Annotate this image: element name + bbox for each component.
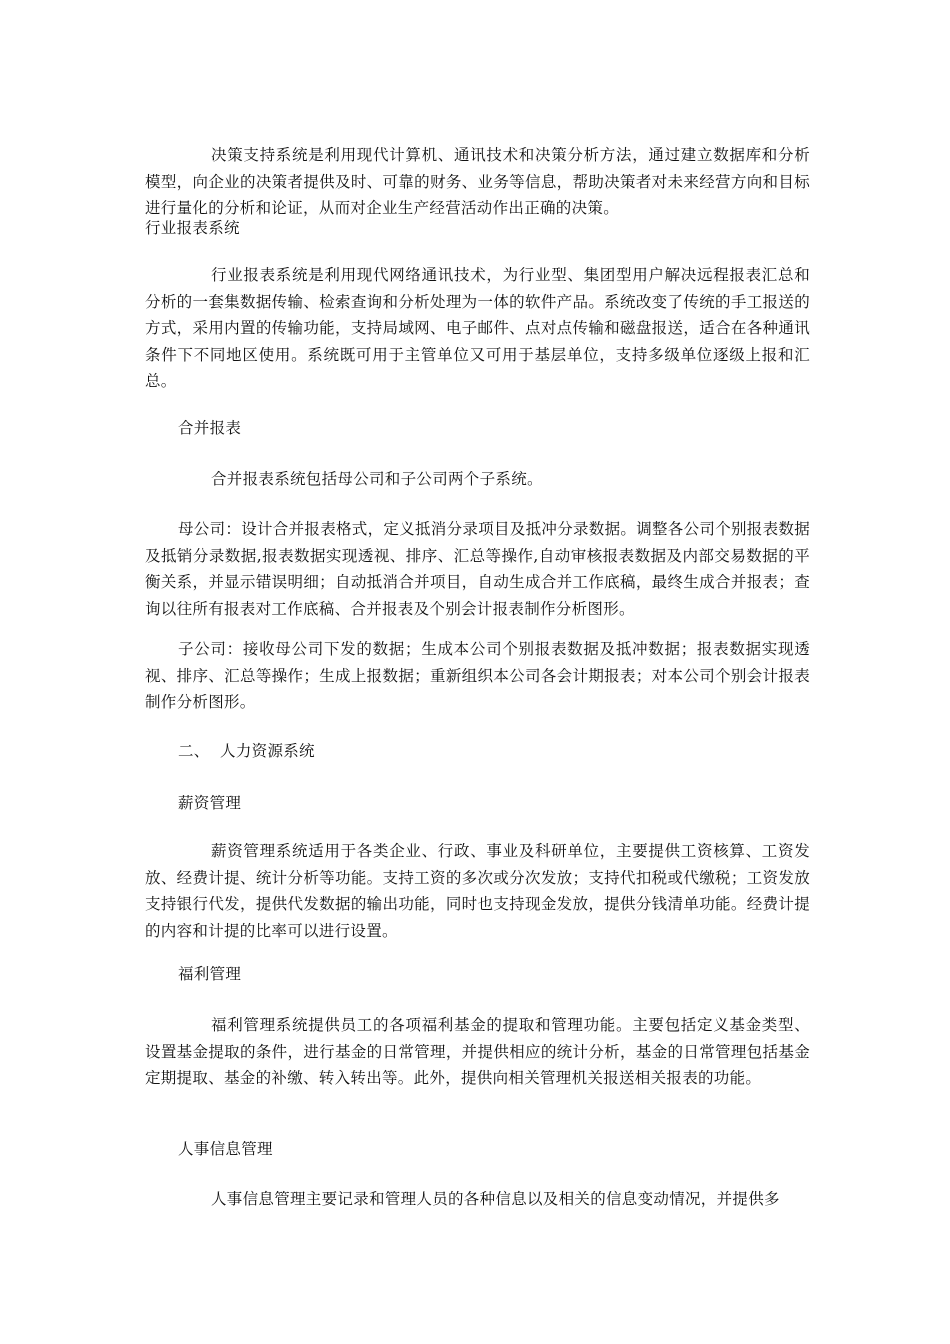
paragraph-personnel-information: 人事信息管理主要记录和管理人员的各种信息以及相关的信息变动情况，并提供多	[211, 1190, 780, 1208]
heading-personnel-information: 人事信息管理	[178, 1140, 273, 1158]
heading-salary-management: 薪资管理	[178, 794, 242, 812]
heading-human-resources: 二、 人力资源系统	[178, 742, 315, 760]
paragraph-decision-support: 决策支持系统是利用现代计算机、通讯技术和决策分析方法，通过建立数据库和分析模型，向企业的决策者提供及时、可靠的财务、业务等信息，帮助决策者对未来经营方向和目标进行量化的分析和论证，从而对企业生产经营活动作出正确的决策。	[145, 146, 810, 217]
heading-consolidated-report: 合并报表	[178, 419, 242, 437]
paragraph-parent-company: 母公司：设计合并报表格式，定义抵消分录项目及抵冲分录数据。调整各公司个别报表数据及抵销分录数据,报表数据实现透视、排序、汇总等操作,自动审核报表数据及内部交易数据的平衡关系，并显示错误明细；自动抵消合并项目，自动生成合并工作底稿，最终生成合并报表；查询以往所有报表对工作底稿、合并报表及个别会计报表制作分析图形。	[145, 520, 811, 618]
paragraph-subsidiary: 子公司：接收母公司下发的数据；生成本公司个别报表数据及抵冲数据；报表数据实现透视、排序、汇总等操作；生成上报数据；重新组织本公司各会计期报表；对本公司个别会计报表制作分析图形。	[145, 640, 810, 711]
paragraph-industry-report: 行业报表系统是利用现代网络通讯技术，为行业型、集团型用户解决远程报表汇总和分析的一套集数据传输、检索查询和分析处理为一体的软件产品。系统改变了传统的手工报送的方式，采用内置的传输功能，支持局域网、电子邮件、点对点传输和磁盘报送，适合在各种通讯条件下不同地区使用。系统既可用于主管单位又可用于基层单位，支持多级单位逐级上报和汇总。	[145, 266, 810, 390]
heading-industry-report: 行业报表系统	[145, 219, 240, 237]
paragraph-salary-management: 薪资管理系统适用于各类企业、行政、事业及科研单位，主要提供工资核算、工资发放、经费计提、统计分析等功能。支持工资的多次或分次发放；支持代扣税或代缴税；工资发放支持银行代发，提供代发数据的输出功能，同时也支持现金发放，提供分钱清单功能。经费计提的内容和计提的比率可以进行设置。	[145, 842, 810, 940]
paragraph-consolidated-intro: 合并报表系统包括母公司和子公司两个子系统。	[211, 470, 543, 488]
heading-welfare-management: 福利管理	[178, 965, 242, 983]
paragraph-welfare-management: 福利管理系统提供员工的各项福利基金的提取和管理功能。主要包括定义基金类型、设置基金提取的条件，进行基金的日常管理，并提供相应的统计分析，基金的日常管理包括基金定期提取、基金的补缴、转入转出等。此外，提供向相关管理机关报送相关报表的功能。	[145, 1016, 810, 1087]
